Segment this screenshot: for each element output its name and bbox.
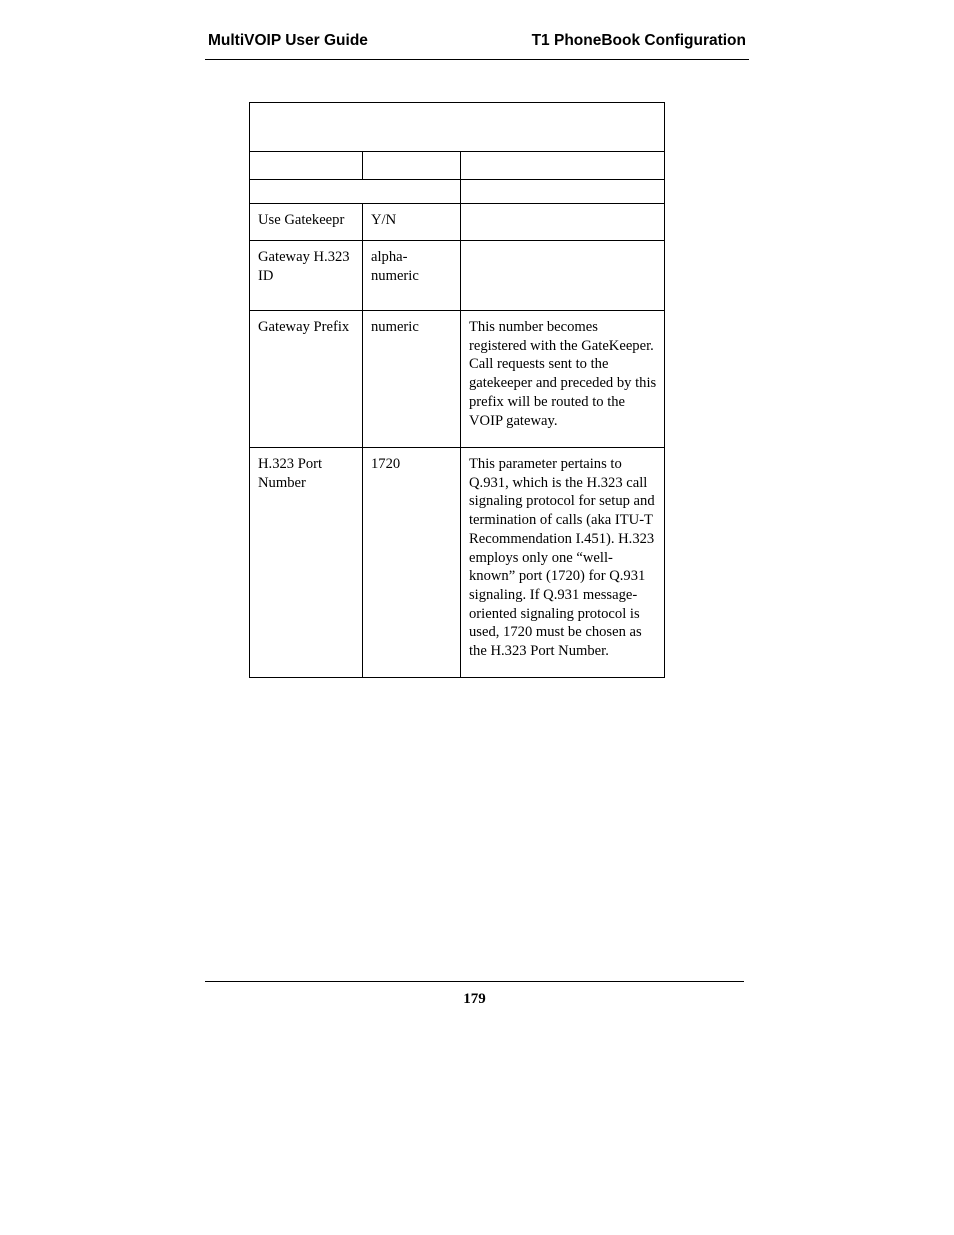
table-row (250, 204, 665, 241)
table-header-row (250, 152, 665, 180)
field-name: H.323 Port Number (250, 448, 363, 678)
subheader-cell-description (461, 180, 665, 204)
header-divider (205, 59, 749, 60)
field-description (461, 204, 665, 241)
field-values: numeric (363, 311, 461, 448)
header-cell-values (363, 152, 461, 180)
parameter-table (249, 102, 665, 678)
header-cell-field (250, 152, 363, 180)
footer-divider (205, 981, 744, 982)
page-number: 179 (463, 991, 486, 1007)
subheader-cell (250, 180, 461, 204)
header-cell-description (461, 152, 665, 180)
field-values: Y/N (363, 204, 461, 241)
field-description: This parameter pertains to Q.931, which is the H.323 call signaling protocol for setup and termination of calls (aka ITU-T Recommendation I.451). H.323 employs only one “well-known” port (1720) for Q.931 signaling. If Q.931 message-oriented signaling protocol is used, 1720 must be chosen as the H.323 Port Number. (461, 448, 665, 678)
field-values: alpha-numeric (363, 241, 461, 311)
field-name: Use Gatekeepr (250, 204, 363, 241)
table-row (250, 241, 665, 311)
table-title-cell (250, 103, 665, 152)
section-title: T1 PhoneBook Configuration (531, 32, 746, 49)
table-row (250, 311, 665, 448)
page-header (206, 32, 748, 54)
guide-title: MultiVOIP User Guide (208, 32, 368, 49)
table-subheader-row (250, 180, 665, 204)
field-description (461, 241, 665, 311)
table-row (250, 448, 665, 678)
field-name: Gateway Prefix (250, 311, 363, 448)
field-values: 1720 (363, 448, 461, 678)
field-name: Gateway H.323 ID (250, 241, 363, 311)
table-title-row (250, 103, 665, 152)
field-description: This number becomes registered with the GateKeeper. Call requests sent to the gatekeeper and preceded by this prefix will be routed to the VOIP gateway. (461, 311, 665, 448)
